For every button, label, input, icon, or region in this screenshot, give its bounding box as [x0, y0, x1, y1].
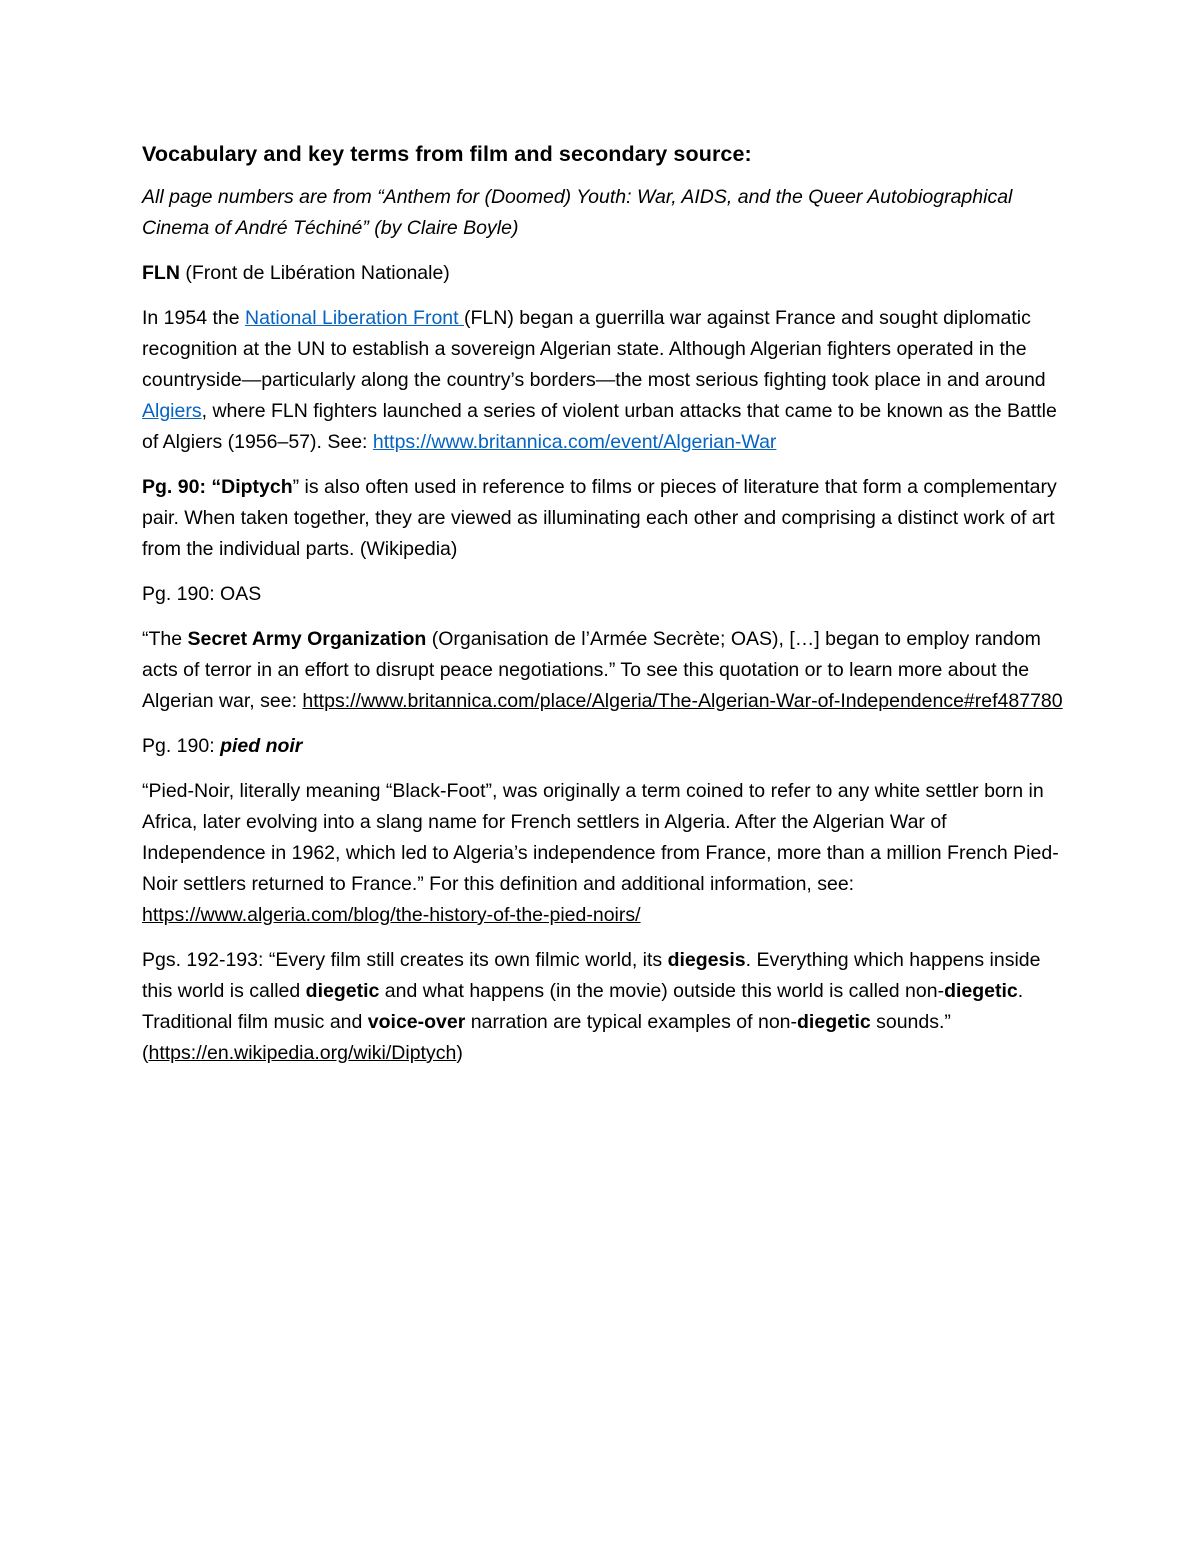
algeria-blog-link[interactable]: https://www.algeria.com/blog/the-history-of-the-pied-noirs/: [142, 904, 641, 926]
diptych-paragraph: [142, 472, 1072, 565]
document-body: [142, 140, 1072, 1083]
fln-text-1: In 1954 the: [142, 307, 246, 329]
fln-heading: [142, 258, 1072, 289]
algiers-link[interactable]: Algiers: [142, 400, 202, 422]
fln-paragraph: [142, 303, 1072, 458]
diegesis-paragraph: [142, 945, 1072, 1069]
oas-text-2: (Organisation de l’Armée Secrète; OAS), […] began to employ random acts of terror in an effort to disrupt peace negotiations.” To see this quotation or to learn more about the Algerian war, see:: [142, 628, 1041, 712]
diegesis-text-7: ): [456, 1042, 463, 1064]
pied-noir-paragraph: [142, 776, 1072, 931]
fln-fullname: (Front de Libération Nationale): [179, 262, 450, 284]
britannica-algerian-war-link[interactable]: https://www.britannica.com/event/Algerian-War: [372, 431, 777, 453]
page-title: Vocabulary and key terms from film and secondary source:: [142, 142, 752, 166]
voice-over-term: voice-over: [367, 1011, 466, 1033]
diegesis-text-2: . Everything which happens inside this world is called: [142, 949, 1041, 1002]
non-diegetic-term: diegetic: [944, 980, 1018, 1002]
diegesis-text-1: Pgs. 192-193: “Every film still creates its own filmic world, its: [142, 949, 668, 971]
non-diegetic-term-2: diegetic: [797, 1011, 871, 1033]
fln-abbrev: FLN: [142, 262, 180, 284]
pied-noir-term: pied noir: [220, 735, 303, 757]
fln-text-3: , where FLN fighters launched a series of violent urban attacks that came to be known as the Battle of Algiers (1956–57). See:: [142, 400, 1057, 453]
intro-note: All page numbers are from “Anthem for (Doomed) Youth: War, AIDS, and the Queer Autobiographical Cinema of André Téchiné” (by Claire Boyle): [142, 186, 1013, 239]
diegesis-text-6: sounds.” (: [142, 1011, 951, 1064]
diegesis-text-3: and what happens (in the movie) outside this world is called non-: [379, 980, 945, 1002]
oas-paragraph: [142, 624, 1072, 717]
oas-text-1: “The: [142, 628, 188, 650]
pied-noir-lead: Pg. 190:: [142, 735, 221, 757]
diegesis-text-5: narration are typical examples of non-: [465, 1011, 798, 1033]
national-liberation-front-link[interactable]: National Liberation Front: [245, 307, 464, 329]
diptych-definition: ” is also often used in reference to films or pieces of literature that form a complementary pair. When taken together, they are viewed as illuminating each other and comprising a distinct work of art from the individual parts. (Wikipedia): [142, 476, 1057, 560]
oas-heading: Pg. 190: OAS: [142, 583, 262, 605]
pied-noir-text: “Pied-Noir, literally meaning “Black-Foot”, was originally a term coined to refer to any white settler born in Africa, later evolving into a slang name for French settlers in Algeria. After the Algerian War of Independence in 1962, which led to Algeria’s independence from France, more than a million French Pied-Noir settlers returned to France.” For this definition and additional information, see:: [142, 780, 1059, 895]
diptych-term: Diptych: [221, 476, 293, 498]
diegesis-term: diegesis: [667, 949, 746, 971]
diegetic-term: diegetic: [305, 980, 380, 1002]
diegesis-text-4: . Traditional film music and: [142, 980, 1024, 1033]
oas-term: Secret Army Organization: [187, 628, 427, 650]
fln-text-2: (FLN) began a guerrilla war against France and sought diplomatic recognition at the UN to establish a sovereign Algerian state. Although Algerian fighters operated in the countryside—particularly along the country’s borders—the most serious fighting took place in and around: [142, 307, 1046, 391]
wikipedia-diptych-link[interactable]: https://en.wikipedia.org/wiki/Diptych: [148, 1042, 457, 1064]
britannica-algeria-link[interactable]: https://www.britannica.com/place/Algeria/The-Algerian-War-of-Independence#ref487780: [302, 690, 1063, 712]
diptych-lead: Pg. 90: “: [142, 476, 222, 498]
pied-noir-heading: [142, 731, 1072, 762]
